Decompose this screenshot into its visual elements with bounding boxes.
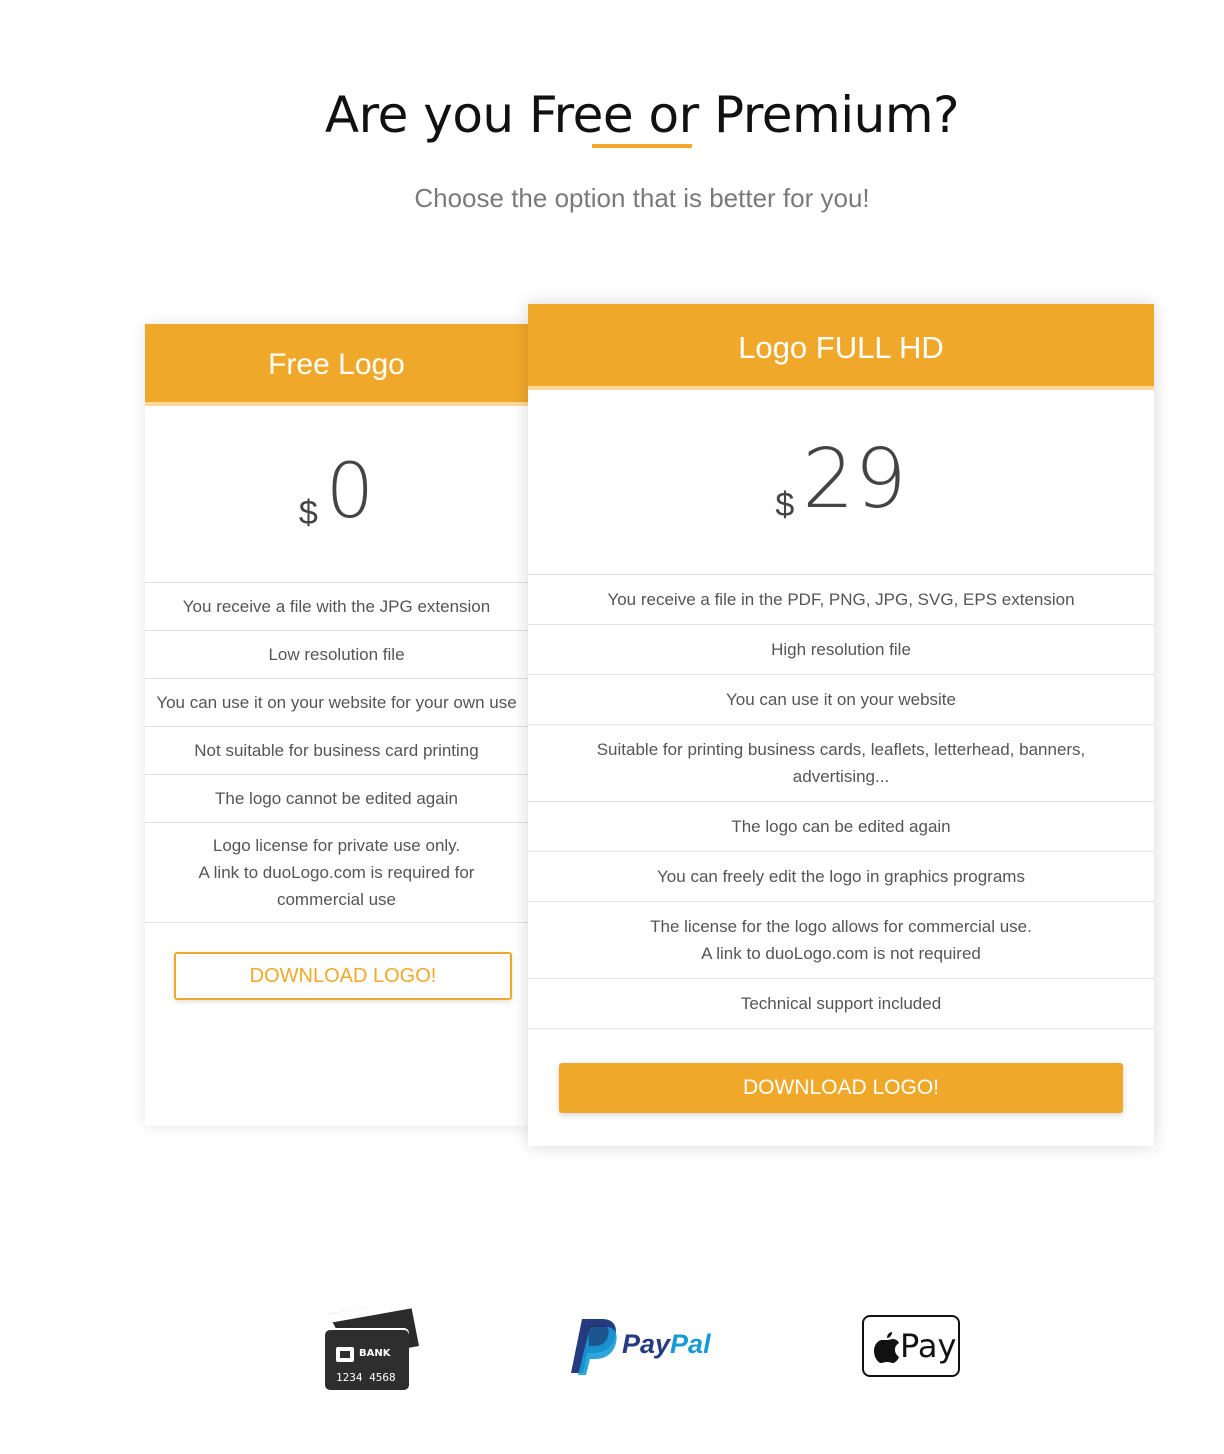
feature-item: You can use it on your website [528, 675, 1154, 725]
paypal-wordmark: PayPal [622, 1329, 711, 1359]
currency-symbol: $ [775, 486, 795, 524]
plan-name-premium: Logo FULL HD [528, 304, 1154, 390]
plan-name-free: Free Logo [145, 324, 528, 406]
apple-pay-icon [862, 1315, 960, 1377]
feature-item: Suitable for printing business cards, leaflets, letterhead, banners, advertising... [528, 725, 1154, 802]
apple-pay-label: Pay [900, 1327, 957, 1365]
feature-item: You can freely edit the logo in graphics programs [528, 852, 1154, 902]
price-amount: 0 [325, 446, 375, 535]
currency-symbol: $ [298, 494, 318, 532]
feature-item: Not suitable for business card printing [145, 727, 528, 775]
page-subtitle: Choose the option that is better for you! [414, 183, 870, 213]
feature-item: High resolution file [528, 625, 1154, 675]
plan-price-free [145, 406, 528, 583]
download-premium-logo-button[interactable]: DOWNLOAD LOGO! [559, 1063, 1123, 1113]
feature-item: The logo can be edited again [528, 802, 1154, 852]
plan-price-premium [528, 390, 1154, 575]
feature-item: The logo cannot be edited again [145, 775, 528, 823]
plan-card-premium [528, 304, 1154, 1146]
title-divider [592, 144, 692, 148]
feature-item: Technical support included [528, 979, 1154, 1029]
page-title: Are you Free or Premium? [324, 85, 960, 144]
feature-item: You receive a file in the PDF, PNG, JPG, SVG, EPS extension [528, 575, 1154, 625]
paypal-logo-icon [568, 1315, 718, 1377]
bank-label: BANK [359, 1348, 391, 1359]
price-amount: 29 [802, 432, 907, 527]
bank-card-icon [322, 1300, 422, 1392]
download-free-logo-button[interactable]: DOWNLOAD LOGO! [174, 952, 512, 1000]
feature-item: Low resolution file [145, 631, 528, 679]
feature-item: The license for the logo allows for commercial use. A link to duoLogo.com is not required [528, 902, 1154, 979]
feature-item: Logo license for private use only. A link to duoLogo.com is required for commercial use [145, 823, 528, 923]
plan-card-free [145, 324, 528, 1126]
feature-item: You receive a file with the JPG extension [145, 583, 528, 631]
card-number: 1234 4568 [336, 1371, 396, 1384]
feature-item: You can use it on your website for your own use [145, 679, 528, 727]
